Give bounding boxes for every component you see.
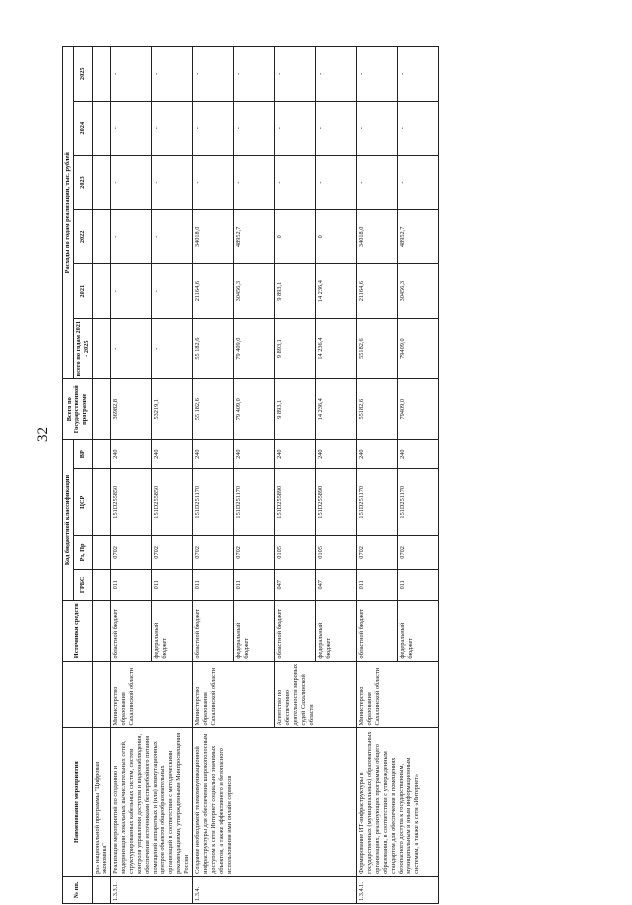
row-2024: -: [275, 101, 316, 155]
row-2022: -: [111, 210, 152, 264]
row-csr: 151D251170: [193, 469, 234, 536]
header-2024: 2024: [73, 101, 92, 155]
row-total-state: 14 236,4: [316, 379, 357, 440]
row-grbs: 011: [193, 569, 234, 600]
header-expenses: Расходы по годам реализации, тыс. рублей: [63, 47, 74, 379]
row-rzpr: 0702: [357, 536, 398, 569]
row-2023: -: [316, 155, 357, 209]
row-2025: -: [275, 47, 316, 102]
row-source: областной бюджет: [111, 600, 152, 661]
row-grbs: 011: [398, 569, 439, 600]
table-row: [357, 47, 398, 904]
row-vr: 240: [316, 440, 357, 469]
row-source: федеральный бюджет: [316, 600, 357, 661]
row-2021: 30456,3: [234, 264, 275, 318]
row-2024: -: [357, 101, 398, 155]
row-csr: 151D255850: [152, 469, 193, 536]
row-vr: 240: [111, 440, 152, 469]
row-vr: 240: [275, 440, 316, 469]
row-vr: 240: [398, 440, 439, 469]
row-2025: -: [357, 47, 398, 102]
row-total-state: 55 182,6: [193, 379, 234, 440]
header-num: № пп.: [63, 876, 93, 903]
row-csr: 151D251170: [398, 469, 439, 536]
row-source: федеральный бюджет: [152, 600, 193, 661]
row-2023: -: [275, 155, 316, 209]
row-csr: 151D255890: [316, 469, 357, 536]
row-vr: 240: [357, 440, 398, 469]
row-2021: 21164,6: [193, 264, 234, 318]
row-rzpr: 0702: [398, 536, 439, 569]
row-2024: -: [398, 101, 439, 155]
row-grbs: 011: [111, 569, 152, 600]
row-2024: -: [234, 101, 275, 155]
row-executor: Агентство по обеспечению деятельности мировых судей Сахалинской области: [275, 661, 357, 728]
row-2025: -: [111, 47, 152, 102]
row-total-2125: 55 182,6: [193, 318, 234, 379]
row-total-2125: 14 236,4: [316, 318, 357, 379]
row-csr: 151D251170: [234, 469, 275, 536]
row-source: областной бюджет: [357, 600, 398, 661]
row-grbs: 011: [152, 569, 193, 600]
row-2024: -: [152, 101, 193, 155]
row-2022: 48952,7: [398, 210, 439, 264]
row-name: Формирование ИТ-инфраструктуры в государственных (муниципальных) образовательных организациях, реализующих программы общего образования, в соответствии с утвержденным стандартом для обеспечения в помещениях безопасного доступа к государственным, муниципальным и иным информационным системам, а также к сети «Интернет»: [357, 728, 439, 876]
row-total-state: 53219,1: [152, 379, 193, 440]
intro-name: ра» национальной программы "Цифровая экономика": [92, 728, 111, 876]
row-2021: 14 236,4: [316, 264, 357, 318]
row-grbs: 047: [316, 569, 357, 600]
row-2022: 34018,0: [193, 210, 234, 264]
row-total-state: 79409,0: [398, 379, 439, 440]
row-rzpr: 0105: [316, 536, 357, 569]
row-2025: -: [152, 47, 193, 102]
page-number: 32: [35, 427, 51, 442]
row-executor: Министерство образования Сахалинской области: [357, 661, 439, 728]
row-csr: 151D255890: [275, 469, 316, 536]
row-num: 1.3.4.1.: [357, 876, 439, 903]
row-2022: 0: [275, 210, 316, 264]
intro-row: [92, 47, 111, 904]
row-2024: -: [193, 101, 234, 155]
header-2022: 2022: [73, 210, 92, 264]
row-2021: 30456,3: [398, 264, 439, 318]
row-2021: -: [152, 264, 193, 318]
row-2023: -: [111, 155, 152, 209]
row-2023: -: [398, 155, 439, 209]
row-source: федеральный бюджет: [234, 600, 275, 661]
row-2021: 21164,6: [357, 264, 398, 318]
row-vr: 240: [152, 440, 193, 469]
row-2022: 48952,7: [234, 210, 275, 264]
budget-table: [62, 46, 439, 904]
row-source: областной бюджет: [193, 600, 234, 661]
header-grbs: ГРБС: [73, 569, 92, 600]
row-rzpr: 0702: [152, 536, 193, 569]
row-2025: -: [316, 47, 357, 102]
row-2024: -: [111, 101, 152, 155]
row-total-2125: 9 893,1: [275, 318, 316, 379]
row-source: областной бюджет: [275, 600, 316, 661]
row-total-2125: -: [152, 318, 193, 379]
header-total-2125: всего по годам 2021 - 2025: [73, 318, 92, 379]
row-name: Создание необходимой телекоммуникационной инфраструктуры для обеспечения широкополосным доступом к сети Интернет социально значимых объектов, а также эффективного и безопасного использования ими онлайн сервисов: [193, 728, 357, 876]
row-source: федеральный бюджет: [398, 600, 439, 661]
table-row: [111, 47, 152, 904]
row-num: 1.3.3.1.: [111, 876, 193, 903]
row-vr: 240: [193, 440, 234, 469]
row-total-state: 79 409,0: [234, 379, 275, 440]
row-total-2125: 55182,6: [357, 318, 398, 379]
row-name: Реализация мероприятий по созданию и модернизации локальных вычислительных сетей, структурированных кабельных систем, систем контроля управления доступом и видеонаблюдения, обеспечения источниками бесперебойного питания помещений аппаратных и (или) коммутационных центров объектов общеобразовательных организаций в соответствии с методическими рекомендациями, утвержденными Минпросвещения России: [111, 728, 193, 876]
header-total-state: Всего по Государственной программе: [63, 379, 93, 440]
row-2023: -: [193, 155, 234, 209]
row-total-state: 36982,8: [111, 379, 152, 440]
row-2023: -: [234, 155, 275, 209]
row-2025: -: [398, 47, 439, 102]
rotated-table-sheet: [62, 46, 570, 904]
row-vr: 240: [234, 440, 275, 469]
row-executor: Министерство образования Сахалинской области: [193, 661, 275, 728]
row-2022: 34018,0: [357, 210, 398, 264]
header-2021: 2021: [73, 264, 92, 318]
row-2023: -: [357, 155, 398, 209]
row-2025: -: [234, 47, 275, 102]
header-source: Источники средств: [63, 600, 93, 661]
table-row: [193, 47, 234, 904]
header-2025: 2025: [73, 47, 92, 102]
row-2023: -: [152, 155, 193, 209]
row-csr: 151D251170: [357, 469, 398, 536]
row-total-state: 55182,6: [357, 379, 398, 440]
row-rzpr: 0702: [111, 536, 152, 569]
header-kbk: Код бюджетной классификации: [63, 440, 74, 601]
row-2024: -: [316, 101, 357, 155]
row-2025: -: [193, 47, 234, 102]
row-csr: 151D255850: [111, 469, 152, 536]
row-grbs: 011: [234, 569, 275, 600]
header-name: Наименование мероприятия: [63, 728, 93, 876]
row-total-2125: 79409,0: [398, 318, 439, 379]
row-rzpr: 0702: [234, 536, 275, 569]
header-2023: 2023: [73, 155, 92, 209]
row-rzpr: 0702: [193, 536, 234, 569]
row-total-2125: 79 409,0: [234, 318, 275, 379]
row-grbs: 047: [275, 569, 316, 600]
header-executor: [63, 661, 93, 728]
row-2021: -: [111, 264, 152, 318]
row-total-2125: -: [111, 318, 152, 379]
row-executor: Министерство образования Сахалинской области: [111, 661, 193, 728]
row-rzpr: 0105: [275, 536, 316, 569]
header-rzpr: Рз, Пр: [73, 536, 92, 569]
row-grbs: 011: [357, 569, 398, 600]
header-csr: ЦСР: [73, 469, 92, 536]
row-2022: 0: [316, 210, 357, 264]
header-vr: ВР: [73, 440, 92, 469]
row-num: 1.3.4.: [193, 876, 357, 903]
row-2021: 9 893,1: [275, 264, 316, 318]
row-total-state: 9 893,1: [275, 379, 316, 440]
row-2022: -: [152, 210, 193, 264]
